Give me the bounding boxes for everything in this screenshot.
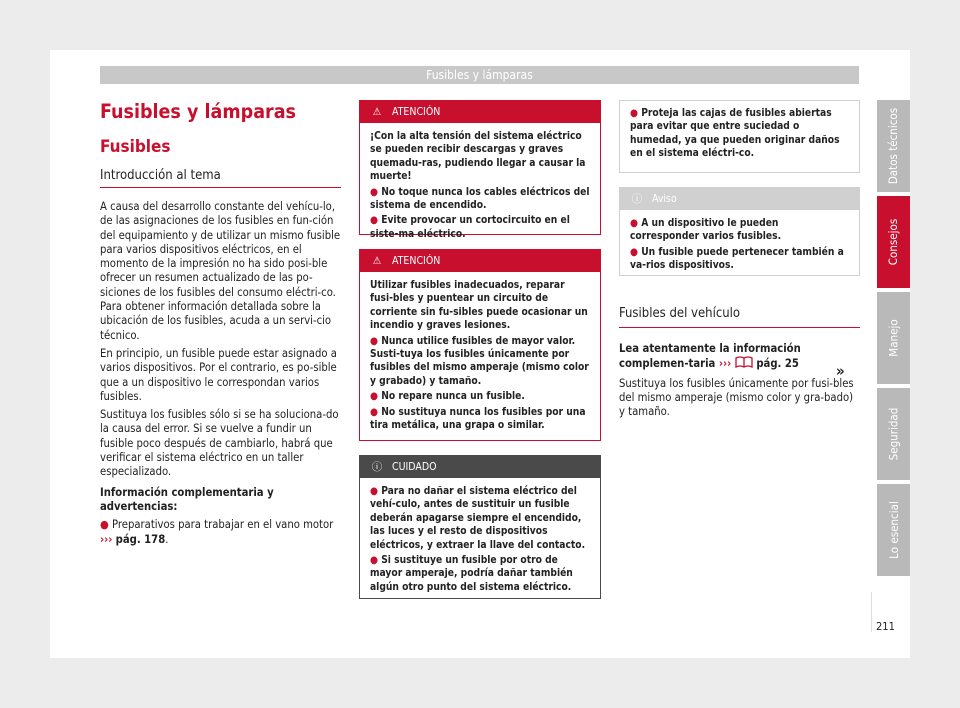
warning-item: ● No toque nunca los cables eléctricos del sistema de encendido. <box>370 186 590 212</box>
divider <box>871 592 872 632</box>
section-heading: Fusibles del vehículo <box>619 296 860 328</box>
warning-box <box>359 100 601 240</box>
section-title: Fusibles <box>100 137 171 157</box>
warning-lead: ¡Con la alta tensión del sistema eléctrico se pueden recibir descargas y graves quemadu-ras, pudiendo llegar a causar la muerte! <box>370 131 586 183</box>
bullet-icon: ● <box>100 518 109 532</box>
period: . <box>165 532 169 546</box>
caution-box-continued <box>619 100 860 173</box>
tab-seguridad[interactable]: Seguridad <box>877 388 910 480</box>
warning-title: ATENCIÓN <box>392 106 441 118</box>
bullet-icon: ● <box>370 215 382 227</box>
bullet-icon: ● <box>630 246 642 258</box>
bullet-icon: ● <box>370 391 382 403</box>
note-body <box>620 210 859 283</box>
warning-lead: Utilizar fusibles inadecuados, reparar fusi-bles y puentear un circuito de corriente sin fu-sibles puede ocasionar un incendio y graves lesiones. <box>370 280 588 332</box>
chapter-title: Fusibles y lámparas <box>100 100 296 123</box>
info-circle-icon: ⓘ <box>371 461 383 473</box>
running-header: Fusibles y lámparas <box>100 66 859 84</box>
bullet-item <box>100 518 341 547</box>
bullet-icon: ● <box>370 486 382 497</box>
tab-manejo[interactable]: Manejo <box>877 292 910 384</box>
bullet-text: Preparativos para trabajar en el vano motor <box>112 518 334 532</box>
warning-triangle-icon: ⚠ <box>372 106 382 118</box>
info-icon: ⓘ <box>631 193 643 205</box>
bullet-icon: ● <box>370 555 382 567</box>
caution-item: ● Para no dañar el sistema eléctrico del vehí-culo, antes de sustituir un fusible deberán apagarse siempre el encendido, las luces y el resto de dispositivos eléctricos, y extraer la llave del contacto. <box>370 486 586 551</box>
paragraph: Sustituya los fusibles sólo si se ha soluciona-do la causa del error. Si se vuelve a fundir un fusible poco después de cambiarlo, habrá que verificar el sistema eléctrico en un taller especializado. <box>100 408 339 479</box>
paragraph: En principio, un fusible puede estar asignado a varios dispositivos. Por el contrario, es po-sible que a un dispositivo le correspondan varios fusibles. <box>100 346 337 403</box>
note-header <box>620 188 859 210</box>
column-middle <box>359 100 601 599</box>
column-right <box>619 100 860 419</box>
caution-header <box>360 456 600 478</box>
caution-title: CUIDADO <box>392 461 437 473</box>
caution-item: ● Proteja las cajas de fusibles abiertas para evitar que entre suciedad o humedad, ya que pueden originar daños en el sistema eléctri-co. <box>630 108 840 160</box>
warning-item: ● No repare nunca un fusible. <box>370 391 525 403</box>
tab-lo-esencial[interactable]: Lo esencial <box>877 484 910 576</box>
paragraph-bold: Información complementaria y advertencias: <box>100 485 274 513</box>
caution-item: ● Si sustituye un fusible por otro de mayor amperaje, podría dañar también algún otro punto del sistema eléctrico. <box>370 555 573 593</box>
chevron-icon: ››› <box>718 357 732 371</box>
warning-body <box>360 123 600 251</box>
subsection-title: Introducción al tema <box>100 168 341 188</box>
warning-title: ATENCIÓN <box>392 255 441 267</box>
column-left <box>100 100 341 547</box>
page-link[interactable]: pág. 178 <box>115 532 166 546</box>
bullet-icon: ● <box>370 335 382 347</box>
caution-body <box>360 478 600 604</box>
paragraph: A causa del desarrollo constante del vehícu-lo, de las asignaciones de los fusibles en fun-ción del equipamiento y de utilizar un mismo fusible para varios dispositivos eléctricos, en el momento de la impresión no ha sido posi-ble ofrecer un resumen actualizado de las po-siciones de los fusibles del consumo eléctri-co. Para obtener información detallada sobre la ubicación de los fusibles, acuda a un servi-cio técnico. <box>100 200 341 342</box>
tab-consejos[interactable]: Consejos <box>877 196 910 288</box>
tab-datos-tecnicos[interactable]: Datos técnicos <box>877 100 910 192</box>
warning-header <box>360 101 600 123</box>
note-box <box>619 187 860 276</box>
warning-header <box>360 250 600 272</box>
warning-body <box>360 272 600 442</box>
book-icon <box>735 356 753 368</box>
bullet-icon: ● <box>630 218 642 229</box>
side-tabs <box>877 100 910 580</box>
note-item: ● Un fusible puede pertenecer también a va-rios dispositivos. <box>630 246 844 272</box>
warning-item: ● Evite provocar un cortocircuito en el siste-ma eléctrico. <box>370 215 570 240</box>
warning-item: ● Nunca utilice fusibles de mayor valor. Susti-tuya los fusibles únicamente por fusibles del mismo amperaje (mismo color y grabado) y tamaño. <box>370 335 589 387</box>
note-title: Aviso <box>652 193 677 205</box>
chevron-icon: ››› <box>100 532 113 546</box>
warning-triangle-icon: ⚠ <box>372 255 382 267</box>
bullet-icon: ● <box>370 406 382 418</box>
caution-body <box>630 107 849 161</box>
page-number: 211 <box>876 620 895 633</box>
bullet-icon: ● <box>370 186 382 198</box>
continue-icon: » <box>836 362 845 380</box>
page-link[interactable]: pág. 25 <box>756 357 799 371</box>
bullet-icon: ● <box>630 108 642 119</box>
warning-item: ● No sustituya nunca los fusibles por una tira metálica, una grapa o similar. <box>370 406 586 432</box>
paragraph: Sustituya los fusibles únicamente por fusi-bles del mismo amperaje (mismo color y gra-bado) y tamaño. <box>619 376 854 419</box>
caution-box <box>359 455 601 599</box>
warning-box <box>359 249 601 441</box>
note-item: ● A un dispositivo le pueden corresponder varios fusibles. <box>630 218 782 243</box>
paragraph-bold: Lea atentamente la información complemen-taria ››› pág. 25 <box>619 342 801 371</box>
